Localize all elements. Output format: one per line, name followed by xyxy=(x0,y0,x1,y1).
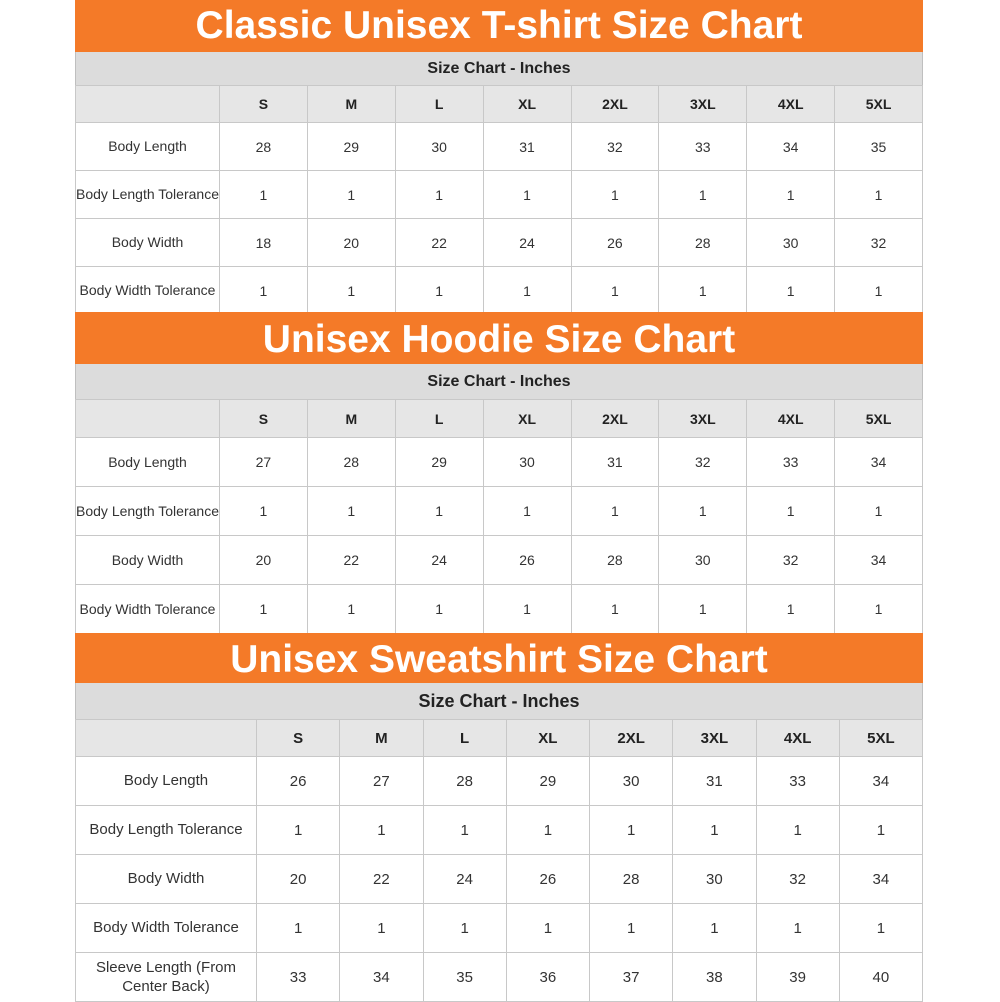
size-header: L xyxy=(395,86,483,123)
size-header: 3XL xyxy=(659,400,747,438)
measurement-cell: 1 xyxy=(340,806,423,855)
measurement-cell: 1 xyxy=(835,267,923,315)
measurement-cell: 29 xyxy=(395,438,483,487)
chart-subtitle: Size Chart - Inches xyxy=(75,52,923,85)
measurement-cell: 30 xyxy=(747,219,835,267)
measurement-cell: 1 xyxy=(659,585,747,634)
row-label: Body Length Tolerance xyxy=(76,806,257,855)
size-header: 5XL xyxy=(835,86,923,123)
measurement-cell: 40 xyxy=(839,953,922,1002)
measurement-cell: 37 xyxy=(590,953,673,1002)
measurement-cell: 32 xyxy=(571,123,659,171)
measurement-cell: 24 xyxy=(423,855,506,904)
measurement-cell: 1 xyxy=(257,806,340,855)
size-header: S xyxy=(257,720,340,757)
chart-title: Unisex Sweatshirt Size Chart xyxy=(75,633,923,683)
measurement-cell: 1 xyxy=(506,904,589,953)
size-header: 5XL xyxy=(835,400,923,438)
row-label: Body Width Tolerance xyxy=(76,267,220,315)
size-header: XL xyxy=(483,400,571,438)
size-header: M xyxy=(307,400,395,438)
corner-cell xyxy=(76,86,220,123)
size-header: 2XL xyxy=(571,86,659,123)
row-label: Body Width xyxy=(76,219,220,267)
measurement-cell: 33 xyxy=(756,757,839,806)
measurement-cell: 26 xyxy=(506,855,589,904)
measurement-cell: 1 xyxy=(835,171,923,219)
measurement-cell: 1 xyxy=(835,487,923,536)
measurement-cell: 31 xyxy=(483,123,571,171)
measurement-cell: 30 xyxy=(395,123,483,171)
measurement-cell: 1 xyxy=(257,904,340,953)
measurement-cell: 1 xyxy=(659,171,747,219)
row-label: Body Length Tolerance xyxy=(76,171,220,219)
measurement-cell: 1 xyxy=(395,487,483,536)
measurement-cell: 34 xyxy=(747,123,835,171)
table-row xyxy=(76,487,923,536)
measurement-cell: 22 xyxy=(340,855,423,904)
measurement-cell: 1 xyxy=(839,806,922,855)
size-header: M xyxy=(307,86,395,123)
measurement-cell: 35 xyxy=(423,953,506,1002)
measurement-cell: 1 xyxy=(747,267,835,315)
measurement-cell: 1 xyxy=(220,585,308,634)
measurement-cell: 1 xyxy=(756,904,839,953)
size-header: 3XL xyxy=(673,720,756,757)
measurement-cell: 1 xyxy=(307,267,395,315)
table-row xyxy=(76,757,923,806)
measurement-cell: 34 xyxy=(340,953,423,1002)
measurement-cell: 28 xyxy=(571,536,659,585)
measurement-cell: 1 xyxy=(590,806,673,855)
row-label: Body Width xyxy=(76,536,220,585)
measurement-cell: 1 xyxy=(340,904,423,953)
size-header: 4XL xyxy=(756,720,839,757)
size-header: L xyxy=(423,720,506,757)
chart-title: Unisex Hoodie Size Chart xyxy=(75,312,923,364)
measurement-cell: 1 xyxy=(220,487,308,536)
measurement-cell: 1 xyxy=(747,171,835,219)
header-row xyxy=(76,400,923,438)
row-label: Body Length xyxy=(76,123,220,171)
measurement-cell: 38 xyxy=(673,953,756,1002)
measurement-cell: 27 xyxy=(220,438,308,487)
measurement-cell: 24 xyxy=(395,536,483,585)
header-row xyxy=(76,720,923,757)
table-row xyxy=(76,806,923,855)
size-table xyxy=(75,399,923,634)
size-header: S xyxy=(220,86,308,123)
measurement-cell: 1 xyxy=(673,904,756,953)
measurement-cell: 30 xyxy=(483,438,571,487)
table-row xyxy=(76,904,923,953)
measurement-cell: 30 xyxy=(673,855,756,904)
measurement-cell: 1 xyxy=(395,267,483,315)
measurement-cell: 33 xyxy=(659,123,747,171)
measurement-cell: 34 xyxy=(839,855,922,904)
chart-subtitle: Size Chart - Inches xyxy=(75,683,923,719)
size-table xyxy=(75,719,923,1002)
size-header: L xyxy=(395,400,483,438)
row-label: Body Width Tolerance xyxy=(76,585,220,634)
measurement-cell: 39 xyxy=(756,953,839,1002)
measurement-cell: 1 xyxy=(747,585,835,634)
measurement-cell: 34 xyxy=(835,438,923,487)
measurement-cell: 31 xyxy=(571,438,659,487)
measurement-cell: 29 xyxy=(506,757,589,806)
measurement-cell: 1 xyxy=(483,171,571,219)
measurement-cell: 22 xyxy=(307,536,395,585)
sweatshirt-size-chart xyxy=(75,633,923,1002)
measurement-cell: 1 xyxy=(220,267,308,315)
measurement-cell: 22 xyxy=(395,219,483,267)
measurement-cell: 1 xyxy=(839,904,922,953)
size-header: 5XL xyxy=(839,720,922,757)
row-label: Sleeve Length (From Center Back) xyxy=(76,953,257,1002)
measurement-cell: 1 xyxy=(307,487,395,536)
measurement-cell: 1 xyxy=(673,806,756,855)
measurement-cell: 26 xyxy=(257,757,340,806)
table-row xyxy=(76,267,923,315)
measurement-cell: 32 xyxy=(747,536,835,585)
measurement-cell: 26 xyxy=(571,219,659,267)
row-label: Body Width xyxy=(76,855,257,904)
table-row xyxy=(76,123,923,171)
measurement-cell: 32 xyxy=(756,855,839,904)
measurement-cell: 1 xyxy=(307,171,395,219)
size-header: XL xyxy=(483,86,571,123)
table-row xyxy=(76,219,923,267)
measurement-cell: 27 xyxy=(340,757,423,806)
measurement-cell: 24 xyxy=(483,219,571,267)
size-header: XL xyxy=(506,720,589,757)
measurement-cell: 28 xyxy=(307,438,395,487)
size-header: 4XL xyxy=(747,86,835,123)
measurement-cell: 18 xyxy=(220,219,308,267)
measurement-cell: 34 xyxy=(839,757,922,806)
measurement-cell: 32 xyxy=(835,219,923,267)
table-row xyxy=(76,171,923,219)
table-row xyxy=(76,438,923,487)
measurement-cell: 1 xyxy=(590,904,673,953)
measurement-cell: 1 xyxy=(747,487,835,536)
size-header: 4XL xyxy=(747,400,835,438)
measurement-cell: 1 xyxy=(395,171,483,219)
header-row xyxy=(76,86,923,123)
measurement-cell: 1 xyxy=(571,487,659,536)
measurement-cell: 1 xyxy=(756,806,839,855)
size-header: 2XL xyxy=(571,400,659,438)
corner-cell xyxy=(76,720,257,757)
measurement-cell: 20 xyxy=(220,536,308,585)
measurement-cell: 1 xyxy=(220,171,308,219)
size-header: M xyxy=(340,720,423,757)
size-header: 2XL xyxy=(590,720,673,757)
measurement-cell: 31 xyxy=(673,757,756,806)
measurement-cell: 28 xyxy=(423,757,506,806)
measurement-cell: 20 xyxy=(307,219,395,267)
chart-subtitle: Size Chart - Inches xyxy=(75,364,923,399)
measurement-cell: 1 xyxy=(571,585,659,634)
measurement-cell: 29 xyxy=(307,123,395,171)
measurement-cell: 35 xyxy=(835,123,923,171)
measurement-cell: 28 xyxy=(659,219,747,267)
measurement-cell: 36 xyxy=(506,953,589,1002)
measurement-cell: 1 xyxy=(483,585,571,634)
measurement-cell: 34 xyxy=(835,536,923,585)
table-row xyxy=(76,585,923,634)
measurement-cell: 1 xyxy=(423,806,506,855)
measurement-cell: 32 xyxy=(659,438,747,487)
measurement-cell: 30 xyxy=(590,757,673,806)
measurement-cell: 1 xyxy=(571,171,659,219)
measurement-cell: 33 xyxy=(747,438,835,487)
row-label: Body Length xyxy=(76,757,257,806)
table-row xyxy=(76,953,923,1002)
measurement-cell: 30 xyxy=(659,536,747,585)
tshirt-size-chart xyxy=(75,0,923,315)
measurement-cell: 1 xyxy=(835,585,923,634)
corner-cell xyxy=(76,400,220,438)
chart-title: Classic Unisex T-shirt Size Chart xyxy=(75,0,923,52)
measurement-cell: 1 xyxy=(483,487,571,536)
hoodie-size-chart xyxy=(75,312,923,634)
measurement-cell: 26 xyxy=(483,536,571,585)
table-row xyxy=(76,855,923,904)
measurement-cell: 20 xyxy=(257,855,340,904)
measurement-cell: 1 xyxy=(483,267,571,315)
measurement-cell: 33 xyxy=(257,953,340,1002)
table-row xyxy=(76,536,923,585)
row-label: Body Length Tolerance xyxy=(76,487,220,536)
measurement-cell: 1 xyxy=(307,585,395,634)
measurement-cell: 28 xyxy=(220,123,308,171)
size-header: 3XL xyxy=(659,86,747,123)
size-header: S xyxy=(220,400,308,438)
measurement-cell: 1 xyxy=(571,267,659,315)
row-label: Body Width Tolerance xyxy=(76,904,257,953)
measurement-cell: 28 xyxy=(590,855,673,904)
row-label: Body Length xyxy=(76,438,220,487)
measurement-cell: 1 xyxy=(659,267,747,315)
measurement-cell: 1 xyxy=(659,487,747,536)
size-table xyxy=(75,85,923,315)
measurement-cell: 1 xyxy=(423,904,506,953)
measurement-cell: 1 xyxy=(395,585,483,634)
measurement-cell: 1 xyxy=(506,806,589,855)
